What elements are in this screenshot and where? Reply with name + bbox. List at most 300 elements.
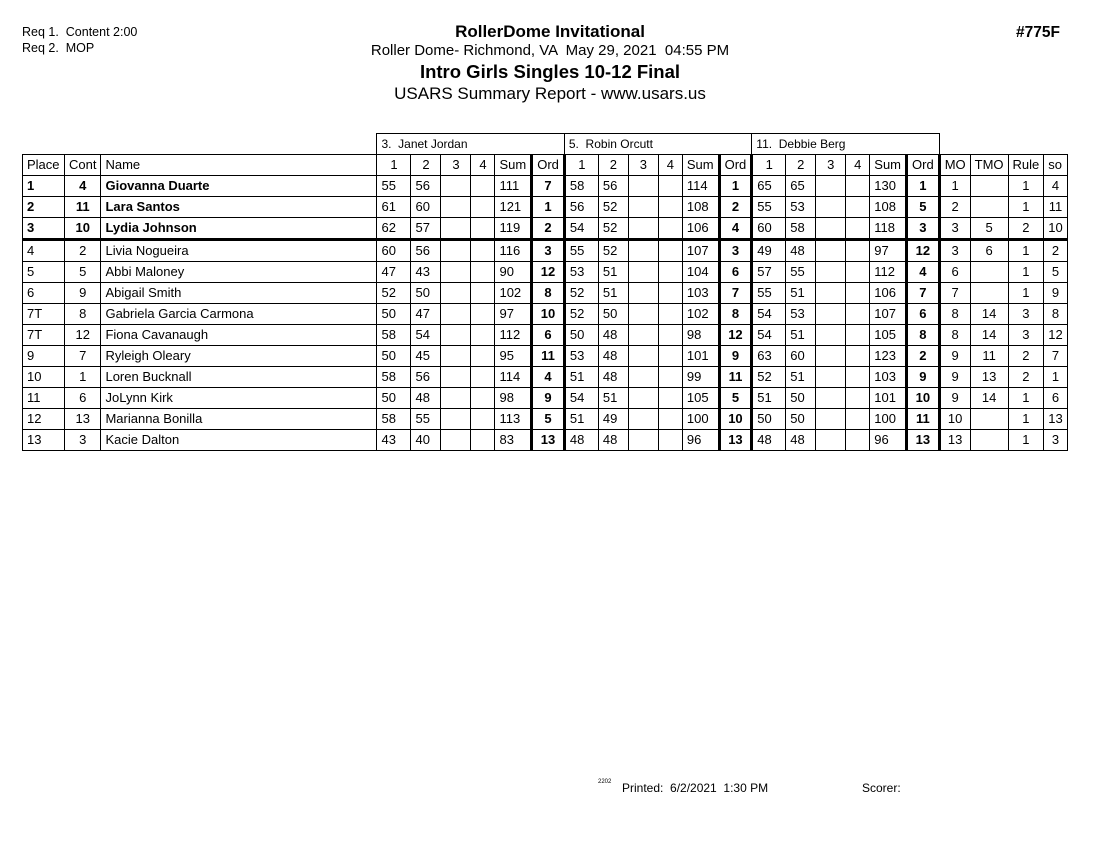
judge3-score2-cell: 51 (786, 367, 816, 388)
judge3-score2-cell: 53 (786, 197, 816, 218)
skater-name-cell: Gabriela Garcia Carmona (101, 304, 377, 325)
judge2-sum-cell: 101 (682, 346, 719, 367)
col-header-cont: Cont (65, 155, 101, 176)
tmo-cell: 14 (970, 325, 1008, 346)
skater-name-cell: Loren Bucknall (101, 367, 377, 388)
mo-cell: 7 (939, 283, 970, 304)
col-header-2: 2 (598, 155, 628, 176)
judge1-score2-cell: 50 (411, 283, 441, 304)
footer-version-mark: 2202 (598, 779, 612, 785)
judge2-score4-cell (658, 346, 682, 367)
judge1-score3-cell (441, 218, 471, 240)
judge2-ord-cell: 4 (719, 218, 752, 240)
judge3-score2-cell: 50 (786, 388, 816, 409)
judge3-score4-cell (846, 367, 870, 388)
judge1-score1-cell: 50 (377, 304, 411, 325)
judge2-sum-cell: 114 (682, 176, 719, 197)
judge3-score2-cell: 51 (786, 325, 816, 346)
judge1-score3-cell (441, 388, 471, 409)
judge3-score1-cell: 65 (752, 176, 786, 197)
judge3-sum-cell: 108 (870, 197, 907, 218)
judge1-ord-cell: 5 (532, 409, 565, 430)
judge1-score1-cell: 55 (377, 176, 411, 197)
judge3-ord-cell: 4 (907, 262, 940, 283)
judge2-score4-cell (658, 262, 682, 283)
judge1-sum-cell: 114 (495, 367, 532, 388)
place-cell: 9 (23, 346, 65, 367)
judge1-score2-cell: 40 (411, 430, 441, 451)
judge1-score4-cell (471, 388, 495, 409)
judge1-ord-cell: 13 (532, 430, 565, 451)
judge3-ord-cell: 6 (907, 304, 940, 325)
judge2-sum-cell: 100 (682, 409, 719, 430)
col-header-1: 1 (564, 155, 598, 176)
judge3-score4-cell (846, 304, 870, 325)
judge2-ord-cell: 9 (719, 346, 752, 367)
so-cell: 7 (1044, 346, 1067, 367)
contestant-number-cell: 1 (65, 367, 101, 388)
so-cell: 10 (1044, 218, 1067, 240)
contestant-number-cell: 13 (65, 409, 101, 430)
judge1-sum-cell: 121 (495, 197, 532, 218)
table-row (23, 325, 1068, 346)
judge1-score4-cell (471, 430, 495, 451)
judge1-score2-cell: 57 (411, 218, 441, 240)
tmo-cell: 6 (970, 240, 1008, 262)
judge3-score3-cell (816, 176, 846, 197)
judge3-ord-cell: 5 (907, 197, 940, 218)
req-line-1: Req 1. Content 2:00 (22, 25, 138, 39)
judge2-sum-cell: 107 (682, 240, 719, 262)
tmo-cell: 11 (970, 346, 1008, 367)
judge3-score2-cell: 58 (786, 218, 816, 240)
judge3-score3-cell (816, 197, 846, 218)
judge2-ord-cell: 3 (719, 240, 752, 262)
judge3-ord-cell: 1 (907, 176, 940, 197)
judge2-score2-cell: 48 (598, 367, 628, 388)
table-row (23, 304, 1068, 325)
mo-cell: 1 (939, 176, 970, 197)
judge-header-2: 5. Robin Orcutt (564, 134, 751, 155)
so-cell: 3 (1044, 430, 1067, 451)
place-cell: 7T (23, 304, 65, 325)
place-cell: 3 (23, 218, 65, 240)
judge3-score3-cell (816, 240, 846, 262)
judge1-score3-cell (441, 283, 471, 304)
judge1-ord-cell: 7 (532, 176, 565, 197)
judge2-score3-cell (628, 240, 658, 262)
rule-cell: 1 (1008, 240, 1044, 262)
report-type-line: USARS Summary Report - www.usars.us (394, 84, 706, 103)
skater-name-cell: Abigail Smith (101, 283, 377, 304)
judge1-score2-cell: 60 (411, 197, 441, 218)
skater-name-cell: Lara Santos (101, 197, 377, 218)
skater-name-cell: Fiona Cavanaugh (101, 325, 377, 346)
judge1-score2-cell: 45 (411, 346, 441, 367)
judge1-score3-cell (441, 430, 471, 451)
judge3-score4-cell (846, 197, 870, 218)
col-header-name: Name (101, 155, 377, 176)
judge3-score1-cell: 54 (752, 325, 786, 346)
judge2-score1-cell: 48 (564, 430, 598, 451)
judge1-score2-cell: 56 (411, 240, 441, 262)
judge3-sum-cell: 112 (870, 262, 907, 283)
judge3-sum-cell: 96 (870, 430, 907, 451)
col-header-place: Place (23, 155, 65, 176)
col-header-mo: MO (939, 155, 970, 176)
col-header-ord: Ord (532, 155, 565, 176)
judge2-score2-cell: 51 (598, 388, 628, 409)
judge2-sum-cell: 99 (682, 367, 719, 388)
judge2-score3-cell (628, 283, 658, 304)
judge2-sum-cell: 103 (682, 283, 719, 304)
table-row (23, 197, 1068, 218)
judge3-score4-cell (846, 325, 870, 346)
mo-cell: 3 (939, 240, 970, 262)
judge2-score4-cell (658, 283, 682, 304)
table-row (23, 283, 1068, 304)
judge2-score4-cell (658, 197, 682, 218)
col-header-1: 1 (377, 155, 411, 176)
judge2-score3-cell (628, 176, 658, 197)
judge1-score4-cell (471, 218, 495, 240)
event-number: #775F (1016, 24, 1060, 41)
judge3-score4-cell (846, 262, 870, 283)
tmo-cell: 13 (970, 367, 1008, 388)
contestant-number-cell: 5 (65, 262, 101, 283)
judge2-score4-cell (658, 240, 682, 262)
contestant-number-cell: 6 (65, 388, 101, 409)
rule-cell: 2 (1008, 346, 1044, 367)
judge3-sum-cell: 106 (870, 283, 907, 304)
judge1-score4-cell (471, 409, 495, 430)
judge1-score3-cell (441, 325, 471, 346)
judge3-ord-cell: 10 (907, 388, 940, 409)
title-block (0, 22, 1100, 105)
tmo-cell (970, 197, 1008, 218)
judge1-sum-cell: 90 (495, 262, 532, 283)
judge2-score3-cell (628, 197, 658, 218)
so-cell: 13 (1044, 409, 1067, 430)
mo-cell: 9 (939, 388, 970, 409)
col-header-3: 3 (628, 155, 658, 176)
judge2-score2-cell: 48 (598, 325, 628, 346)
place-cell: 13 (23, 430, 65, 451)
judge-header-3: 11. Debbie Berg (752, 134, 939, 155)
rule-cell: 3 (1008, 325, 1044, 346)
contestant-number-cell: 8 (65, 304, 101, 325)
judge1-sum-cell: 111 (495, 176, 532, 197)
judge1-ord-cell: 6 (532, 325, 565, 346)
judge2-sum-cell: 104 (682, 262, 719, 283)
judge3-score2-cell: 55 (786, 262, 816, 283)
col-header-ord: Ord (907, 155, 940, 176)
judge2-ord-cell: 7 (719, 283, 752, 304)
rule-cell: 2 (1008, 367, 1044, 388)
col-header-4: 4 (846, 155, 870, 176)
place-cell: 2 (23, 197, 65, 218)
judge1-sum-cell: 95 (495, 346, 532, 367)
judge1-score3-cell (441, 262, 471, 283)
judge2-ord-cell: 13 (719, 430, 752, 451)
judge1-score2-cell: 48 (411, 388, 441, 409)
judge1-score1-cell: 58 (377, 325, 411, 346)
judge1-score3-cell (441, 240, 471, 262)
judge2-score4-cell (658, 388, 682, 409)
contestant-number-cell: 2 (65, 240, 101, 262)
judge2-score1-cell: 53 (564, 346, 598, 367)
judge3-sum-cell: 103 (870, 367, 907, 388)
judge1-ord-cell: 2 (532, 218, 565, 240)
judge3-ord-cell: 11 (907, 409, 940, 430)
skater-name-cell: Abbi Maloney (101, 262, 377, 283)
judge1-score4-cell (471, 346, 495, 367)
judge1-score4-cell (471, 197, 495, 218)
rule-cell: 1 (1008, 283, 1044, 304)
judge-header-1: 3. Janet Jordan (377, 134, 564, 155)
judge3-score1-cell: 49 (752, 240, 786, 262)
judge3-score1-cell: 48 (752, 430, 786, 451)
scorer-label: Scorer: (862, 781, 901, 795)
judge3-ord-cell: 3 (907, 218, 940, 240)
judge3-score3-cell (816, 304, 846, 325)
judge2-score1-cell: 52 (564, 304, 598, 325)
judge3-score1-cell: 55 (752, 283, 786, 304)
judge3-score2-cell: 50 (786, 409, 816, 430)
contestant-number-cell: 3 (65, 430, 101, 451)
judge3-ord-cell: 9 (907, 367, 940, 388)
judge3-score3-cell (816, 325, 846, 346)
skater-name-cell: Giovanna Duarte (101, 176, 377, 197)
judge2-score1-cell: 54 (564, 218, 598, 240)
judge1-score1-cell: 47 (377, 262, 411, 283)
results-table-body (23, 176, 1068, 451)
judge1-sum-cell: 102 (495, 283, 532, 304)
so-cell: 5 (1044, 262, 1067, 283)
results-table-head (23, 134, 1068, 176)
tmo-cell: 14 (970, 304, 1008, 325)
mo-cell: 6 (939, 262, 970, 283)
judge1-score1-cell: 43 (377, 430, 411, 451)
so-cell: 1 (1044, 367, 1067, 388)
tmo-cell (970, 409, 1008, 430)
event-title: Intro Girls Singles 10-12 Final (419, 61, 681, 82)
table-row (23, 388, 1068, 409)
tmo-cell: 5 (970, 218, 1008, 240)
judge3-score4-cell (846, 218, 870, 240)
judge3-sum-cell: 107 (870, 304, 907, 325)
judge3-score1-cell: 55 (752, 197, 786, 218)
rule-cell: 3 (1008, 304, 1044, 325)
venue-date-line: Roller Dome- Richmond, VA May 29, 2021 04:55 PM (370, 42, 730, 59)
judge2-score2-cell: 48 (598, 430, 628, 451)
so-cell: 12 (1044, 325, 1067, 346)
judge1-sum-cell: 113 (495, 409, 532, 430)
contestant-number-cell: 10 (65, 218, 101, 240)
judge3-score3-cell (816, 409, 846, 430)
col-header-sum: Sum (870, 155, 907, 176)
judge1-ord-cell: 12 (532, 262, 565, 283)
judge3-score1-cell: 52 (752, 367, 786, 388)
judge3-score3-cell (816, 367, 846, 388)
judge3-ord-cell: 2 (907, 346, 940, 367)
mo-cell: 2 (939, 197, 970, 218)
judge1-sum-cell: 83 (495, 430, 532, 451)
judge1-score3-cell (441, 304, 471, 325)
judge2-score4-cell (658, 304, 682, 325)
judge3-sum-cell: 97 (870, 240, 907, 262)
col-header-tmo: TMO (970, 155, 1008, 176)
table-row (23, 240, 1068, 262)
results-table (22, 133, 1068, 451)
rule-cell: 1 (1008, 176, 1044, 197)
judge2-score1-cell: 56 (564, 197, 598, 218)
judge3-score2-cell: 65 (786, 176, 816, 197)
rule-cell: 1 (1008, 388, 1044, 409)
judge3-sum-cell: 105 (870, 325, 907, 346)
judge1-sum-cell: 119 (495, 218, 532, 240)
judge2-score2-cell: 50 (598, 304, 628, 325)
judge2-ord-cell: 1 (719, 176, 752, 197)
judge3-score1-cell: 50 (752, 409, 786, 430)
judge2-score4-cell (658, 430, 682, 451)
judge3-score3-cell (816, 430, 846, 451)
judge3-score4-cell (846, 283, 870, 304)
tmo-cell (970, 262, 1008, 283)
col-header-2: 2 (786, 155, 816, 176)
mo-cell: 13 (939, 430, 970, 451)
judge3-score1-cell: 60 (752, 218, 786, 240)
mo-cell: 9 (939, 367, 970, 388)
contestant-number-cell: 7 (65, 346, 101, 367)
judge1-ord-cell: 11 (532, 346, 565, 367)
req-line-2: Req 2. MOP (22, 41, 95, 55)
rule-cell: 1 (1008, 409, 1044, 430)
judge1-score4-cell (471, 304, 495, 325)
judge2-score3-cell (628, 409, 658, 430)
judge2-score4-cell (658, 218, 682, 240)
col-header-4: 4 (658, 155, 682, 176)
judge1-score1-cell: 58 (377, 367, 411, 388)
so-cell: 11 (1044, 197, 1067, 218)
col-header-sum: Sum (495, 155, 532, 176)
judge3-sum-cell: 100 (870, 409, 907, 430)
judge1-ord-cell: 4 (532, 367, 565, 388)
judge1-sum-cell: 97 (495, 304, 532, 325)
col-header-2: 2 (411, 155, 441, 176)
judge1-sum-cell: 116 (495, 240, 532, 262)
judge2-ord-cell: 5 (719, 388, 752, 409)
place-cell: 5 (23, 262, 65, 283)
judge2-score4-cell (658, 367, 682, 388)
table-row (23, 409, 1068, 430)
col-header-sum: Sum (682, 155, 719, 176)
judge2-score1-cell: 53 (564, 262, 598, 283)
judge2-score4-cell (658, 325, 682, 346)
judge1-ord-cell: 10 (532, 304, 565, 325)
header-spacer-right (939, 134, 1067, 155)
judge1-score1-cell: 50 (377, 346, 411, 367)
judge3-score1-cell: 54 (752, 304, 786, 325)
judge3-score3-cell (816, 346, 846, 367)
so-cell: 8 (1044, 304, 1067, 325)
judge1-ord-cell: 8 (532, 283, 565, 304)
printed-timestamp: Printed: 6/2/2021 1:30 PM (622, 781, 769, 795)
table-row (23, 262, 1068, 283)
table-row (23, 430, 1068, 451)
judge2-score3-cell (628, 218, 658, 240)
results-table-wrap (22, 133, 1068, 451)
rule-cell: 2 (1008, 218, 1044, 240)
judge2-score1-cell: 51 (564, 409, 598, 430)
judge3-score1-cell: 51 (752, 388, 786, 409)
table-row (23, 367, 1068, 388)
judge2-sum-cell: 106 (682, 218, 719, 240)
judge1-score4-cell (471, 176, 495, 197)
judge2-ord-cell: 2 (719, 197, 752, 218)
judge2-ord-cell: 10 (719, 409, 752, 430)
judge1-score3-cell (441, 197, 471, 218)
skater-name-cell: Kacie Dalton (101, 430, 377, 451)
skater-name-cell: Lydia Johnson (101, 218, 377, 240)
skater-name-cell: Marianna Bonilla (101, 409, 377, 430)
mo-cell: 10 (939, 409, 970, 430)
judge3-score4-cell (846, 346, 870, 367)
place-cell: 10 (23, 367, 65, 388)
judge3-score1-cell: 63 (752, 346, 786, 367)
mo-cell: 9 (939, 346, 970, 367)
judge2-score1-cell: 51 (564, 367, 598, 388)
judge2-score2-cell: 48 (598, 346, 628, 367)
judge1-ord-cell: 1 (532, 197, 565, 218)
place-cell: 7T (23, 325, 65, 346)
mo-cell: 3 (939, 218, 970, 240)
judge3-score3-cell (816, 218, 846, 240)
judge2-score2-cell: 49 (598, 409, 628, 430)
judge3-sum-cell: 123 (870, 346, 907, 367)
judge1-score1-cell: 52 (377, 283, 411, 304)
judge1-score2-cell: 55 (411, 409, 441, 430)
col-header-1: 1 (752, 155, 786, 176)
judge2-sum-cell: 96 (682, 430, 719, 451)
so-cell: 6 (1044, 388, 1067, 409)
competition-title: RollerDome Invitational (455, 22, 645, 41)
col-header-3: 3 (816, 155, 846, 176)
col-header-ord: Ord (719, 155, 752, 176)
judge3-sum-cell: 118 (870, 218, 907, 240)
judge2-ord-cell: 12 (719, 325, 752, 346)
judge1-score4-cell (471, 367, 495, 388)
judge2-score3-cell (628, 262, 658, 283)
so-cell: 9 (1044, 283, 1067, 304)
judge1-score4-cell (471, 240, 495, 262)
header-spacer-left (23, 134, 377, 155)
col-header-so: so (1044, 155, 1067, 176)
judge3-sum-cell: 130 (870, 176, 907, 197)
table-row (23, 176, 1068, 197)
col-header-3: 3 (441, 155, 471, 176)
judge3-score2-cell: 51 (786, 283, 816, 304)
judge1-score3-cell (441, 367, 471, 388)
judge1-score3-cell (441, 346, 471, 367)
judge2-score3-cell (628, 430, 658, 451)
judge3-score2-cell: 48 (786, 430, 816, 451)
judge2-sum-cell: 108 (682, 197, 719, 218)
judge2-score4-cell (658, 409, 682, 430)
judge3-score3-cell (816, 262, 846, 283)
judge3-ord-cell: 12 (907, 240, 940, 262)
judge1-sum-cell: 98 (495, 388, 532, 409)
